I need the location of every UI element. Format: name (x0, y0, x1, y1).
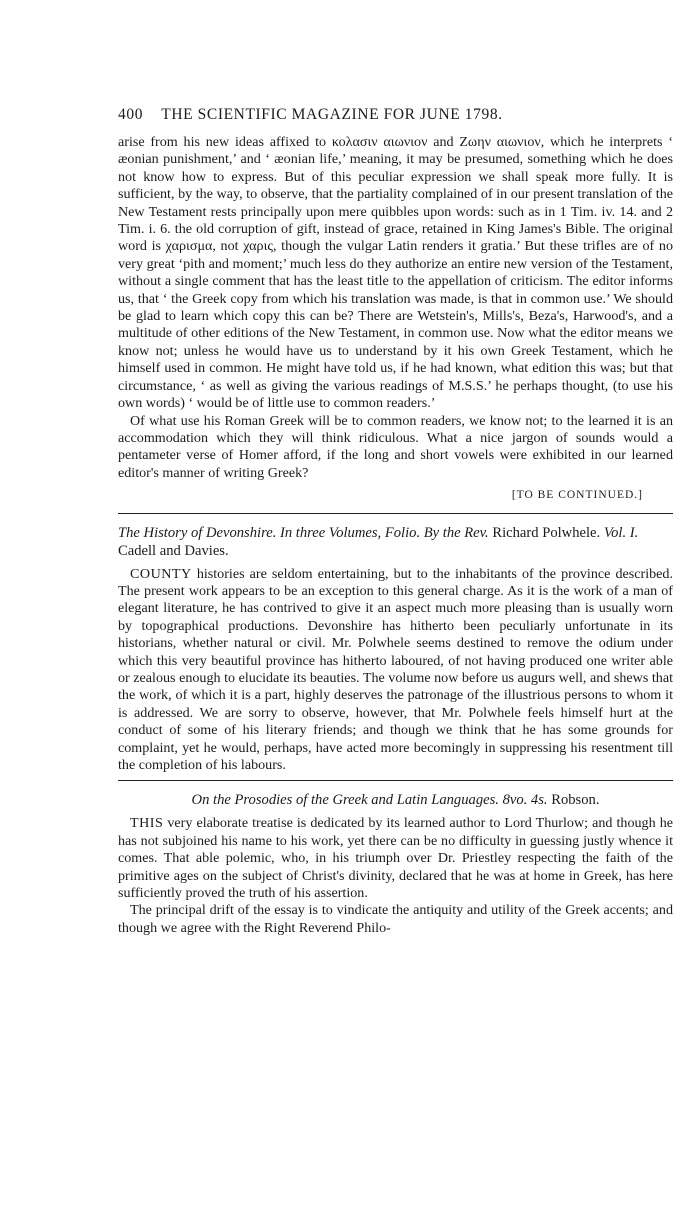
review-body-text: histories are seldom entertaining, but to the inhabitants of the province described. The present work appears to be an exception to this general charge. As it is the work of a man of elegant literature, he has contrived to give it an aspect much more pleasing than is usually worn by topographical productions. Devonshire has hitherto been peculiarly unfortunate in its historians, whether natural or civil. Mr. Polwhele seems destined to remove the odium under which this very beautiful province has hitherto laboured, of not having produced one writer able or zealous enough to elucidate its beauties. The volume now before us augurs well, and shews that the work, of which it is a part, highly deserves the patronage of the illustrious persons to whom it is addressed. We are sorry to observe, however, that Mr. Polwhele feels himself hurt at the conduct of some of his literary friends; and though we think that he has some grounds for complaint, yet he would, perhaps, have acted more becomingly in suppressing his resentment till the completion of his labours. (118, 565, 673, 773)
review-title-devonshire (118, 524, 673, 560)
review-volume: Vol. I. (603, 524, 639, 541)
review-title-prosodies (118, 791, 673, 809)
section-divider (118, 513, 673, 514)
to-be-continued: [TO BE CONTINUED.] (511, 489, 643, 502)
text-column (118, 134, 673, 937)
review-body (118, 815, 673, 902)
continued-paragraph: arise from his new ideas affixed to κολασιν αιωνιον and Ζωην αιωνιον, which he interprets ‘ æonian punishment,’ and ‘ æonian life,’ meaning, it may be presumed, something which he does not know how to express. But of this peculiar expression we shall speak more fully. It is sufficient, by the way, to observe, that the partiality complained of in our present translation of the New Testament rests principally upon mere quibbles upon words: such as in 1 Tim. iv. 14. and 2 Tim. i. 6. the old corruption of gift, instead of grace, retained in King James's Bible. The original word is χαρισμα, not χαρις, though the vulgar Latin renders it gratia.’ But these trifles are of no very great ‘pith and moment;’ much less do they authorize an entire new version of the Testament, without a single comment that has the least title to the appellation of criticism. The editor informs us, that ‘ the Greek copy from which his translation was made, is that in common use.’ We should be glad to learn which copy this can be? There are Wetstein's, Mills's, Beza's, Harwood's, and a multitude of other editions of the New Testament, in common use. Now what the editor means we know not; unless he would have us to understand by it his own Greek Testament, which he himself used in common. He might have told us, if he had known, what edition this was; but that circumstance, ‘ as well as giving the various readings of M.S.S.’ he perhaps thought, (to use his own words) ‘ would be of little use to common readers.’ (118, 134, 673, 412)
review-body (118, 566, 673, 775)
continued-paragraph: Of what use his Roman Greek will be to common readers, we know not; to the learned it is an accommodation which they will think ridiculous. What a nice jargon of sounds would a pentameter verse of Homer afford, if the long and short vowels were exhibited in our learned editor's manner of writing Greek? (118, 412, 673, 481)
review-body-text: very elaborate treatise is dedicated by its learned author to Lord Thurlow; and though he has not subjoined his name to his work, yet there can be no difficulty in guessing justly whence it comes. That able polemic, who, in his triumph over Dr. Priestley respecting the faith of the primitive ages on the subject of Christ's divinity, declared that he was at home in Greek, has here sufficiently proved the truth of his assertion. (118, 815, 673, 902)
review-publisher: Cadell and Davies. (118, 542, 229, 559)
review-author: Richard Polwhele. (492, 524, 601, 541)
review-title-text: The History of Devonshire. In three Volumes, Folio. By the Rev. (118, 524, 489, 541)
review-publisher: Robson. (551, 792, 600, 809)
review-body: The principal drift of the essay is to vindicate the antiquity and utility of the Greek accents; and though we agree with the Right Reverend Philo- (118, 902, 673, 936)
lead-word: THIS (130, 815, 164, 832)
running-title: THE SCIENTIFIC MAGAZINE FOR JUNE 1798. (161, 106, 503, 123)
review-title-text: On the Prosodies of the Greek and Latin Languages. 8vo. 4s. (191, 792, 548, 809)
section-divider (118, 780, 673, 781)
page-number: 400 (118, 106, 144, 123)
lead-word: COUNTY (130, 565, 192, 582)
running-header (118, 106, 638, 124)
